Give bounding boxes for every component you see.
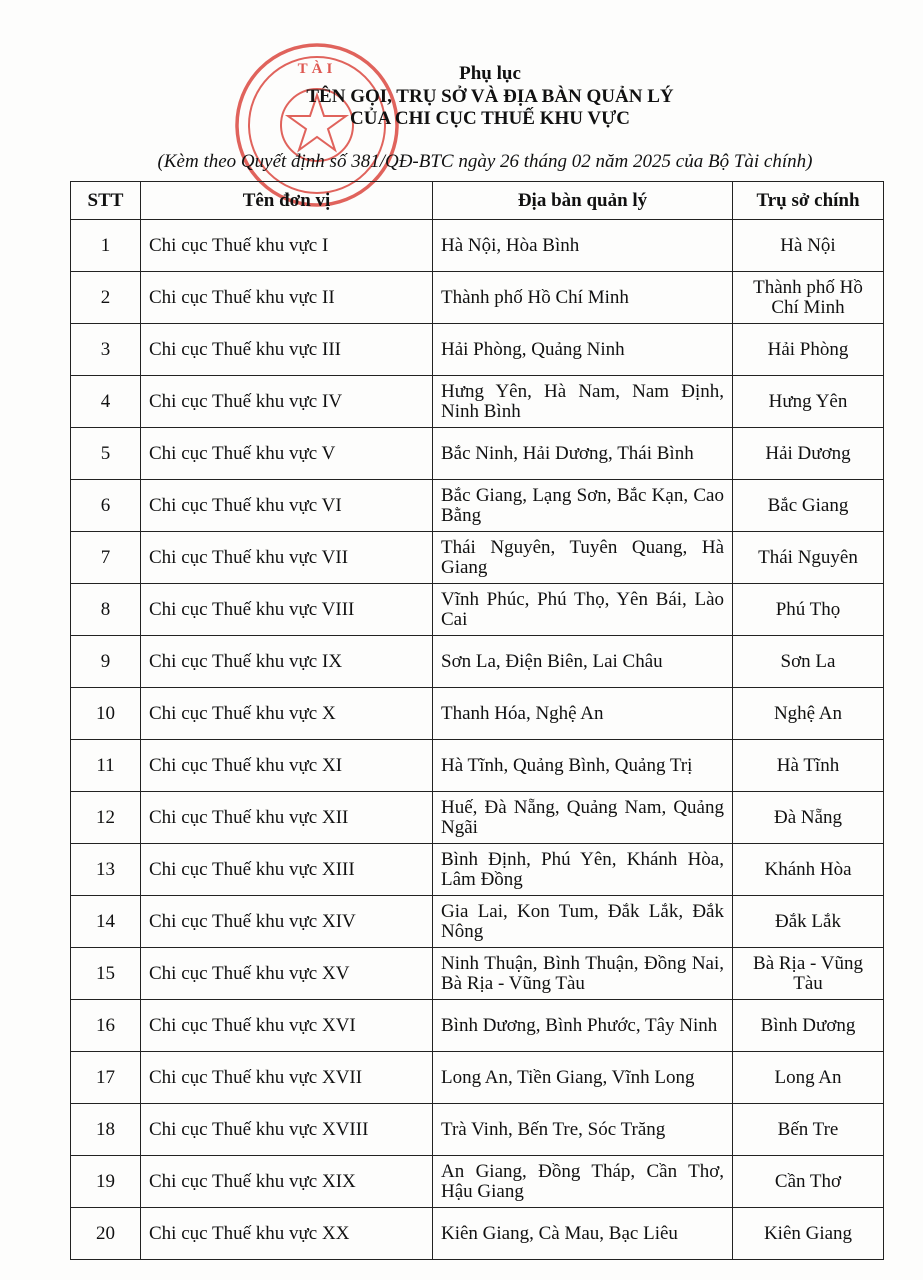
row-stt: 8 [71,584,141,636]
document-subtitle: (Kèm theo Quyết định số 381/QĐ-BTC ngày 26 tháng 02 năm 2025 của Bộ Tài chính) [157,151,813,172]
row-area: Huế, Đà Nẵng, Quảng Nam, Quảng Ngãi [433,792,733,844]
table-row [71,688,884,740]
table-body [71,220,884,1260]
column-header-area: Địa bàn quản lý [433,182,733,220]
row-headquarters: Hưng Yên [733,376,884,428]
row-headquarters: Hà Nội [733,220,884,272]
row-headquarters: Khánh Hòa [733,844,884,896]
row-area: An Giang, Đồng Tháp, Cần Thơ, Hậu Giang [433,1156,733,1208]
row-headquarters: Sơn La [733,636,884,688]
row-unit-name: Chi cục Thuế khu vực XIV [141,896,433,948]
row-area: Bắc Giang, Lạng Sơn, Bắc Kạn, Cao Bằng [433,480,733,532]
row-headquarters: Cần Thơ [733,1156,884,1208]
row-headquarters: Hà Tĩnh [733,740,884,792]
row-unit-name: Chi cục Thuế khu vực XII [141,792,433,844]
row-headquarters: Long An [733,1052,884,1104]
document-title-line2: CỦA CHI CỤC THUẾ KHU VỰC [350,108,630,129]
row-unit-name: Chi cục Thuế khu vực III [141,324,433,376]
row-unit-name: Chi cục Thuế khu vực VIII [141,584,433,636]
row-unit-name: Chi cục Thuế khu vực VI [141,480,433,532]
row-unit-name: Chi cục Thuế khu vực I [141,220,433,272]
row-area: Bắc Ninh, Hải Dương, Thái Bình [433,428,733,480]
row-stt: 7 [71,532,141,584]
row-area: Kiên Giang, Cà Mau, Bạc Liêu [433,1208,733,1260]
row-headquarters: Bình Dương [733,1000,884,1052]
row-stt: 3 [71,324,141,376]
row-unit-name: Chi cục Thuế khu vực XIX [141,1156,433,1208]
row-area: Sơn La, Điện Biên, Lai Châu [433,636,733,688]
table-row [71,1156,884,1208]
row-headquarters: Nghệ An [733,688,884,740]
column-header-headquarters: Trụ sở chính [733,182,884,220]
row-unit-name: Chi cục Thuế khu vực XV [141,948,433,1000]
row-unit-name: Chi cục Thuế khu vực XX [141,1208,433,1260]
row-stt: 5 [71,428,141,480]
row-unit-name: Chi cục Thuế khu vực XVII [141,1052,433,1104]
column-header-unit-name: Tên đơn vị [141,182,433,220]
table-row [71,740,884,792]
table-row [71,272,884,324]
row-headquarters: Bà Rịa - Vũng Tàu [733,948,884,1000]
row-stt: 11 [71,740,141,792]
row-headquarters: Thái Nguyên [733,532,884,584]
table-row [71,324,884,376]
row-area: Gia Lai, Kon Tum, Đắk Lắk, Đắk Nông [433,896,733,948]
row-unit-name: Chi cục Thuế khu vực X [141,688,433,740]
table-row [71,844,884,896]
row-headquarters: Bến Tre [733,1104,884,1156]
row-unit-name: Chi cục Thuế khu vực VII [141,532,433,584]
row-stt: 13 [71,844,141,896]
table-row [71,792,884,844]
row-headquarters: Đà Nẵng [733,792,884,844]
row-area: Thái Nguyên, Tuyên Quang, Hà Giang [433,532,733,584]
row-stt: 6 [71,480,141,532]
row-area: Long An, Tiền Giang, Vĩnh Long [433,1052,733,1104]
row-unit-name: Chi cục Thuế khu vực XVI [141,1000,433,1052]
row-unit-name: Chi cục Thuế khu vực V [141,428,433,480]
document-header [0,62,923,130]
table-row [71,480,884,532]
row-stt: 17 [71,1052,141,1104]
row-area: Vĩnh Phúc, Phú Thọ, Yên Bái, Lào Cai [433,584,733,636]
row-area: Ninh Thuận, Bình Thuận, Đồng Nai, Bà Rịa - Vũng Tàu [433,948,733,1000]
tax-office-table [70,181,884,1260]
row-stt: 14 [71,896,141,948]
stamp-text: TÀI [297,61,337,77]
table-row [71,220,884,272]
row-headquarters: Phú Thọ [733,584,884,636]
row-headquarters: Hải Dương [733,428,884,480]
row-stt: 1 [71,220,141,272]
row-unit-name: Chi cục Thuế khu vực IV [141,376,433,428]
table-row [71,1052,884,1104]
table-row [71,896,884,948]
row-area: Bình Định, Phú Yên, Khánh Hòa, Lâm Đồng [433,844,733,896]
row-stt: 2 [71,272,141,324]
row-headquarters: Hải Phòng [733,324,884,376]
row-stt: 20 [71,1208,141,1260]
row-area: Hưng Yên, Hà Nam, Nam Định, Ninh Bình [433,376,733,428]
table-row [71,428,884,480]
row-unit-name: Chi cục Thuế khu vực XI [141,740,433,792]
row-area: Thanh Hóa, Nghệ An [433,688,733,740]
row-area: Hà Tĩnh, Quảng Bình, Quảng Trị [433,740,733,792]
row-stt: 9 [71,636,141,688]
row-unit-name: Chi cục Thuế khu vực IX [141,636,433,688]
column-header-stt: STT [71,182,141,220]
table-row [71,532,884,584]
appendix-label: Phụ lục [459,63,521,84]
table-row [71,584,884,636]
row-headquarters: Đắk Lắk [733,896,884,948]
table-row [71,948,884,1000]
row-stt: 18 [71,1104,141,1156]
row-stt: 4 [71,376,141,428]
row-headquarters: Thành phố Hồ Chí Minh [733,272,884,324]
row-area: Hải Phòng, Quảng Ninh [433,324,733,376]
table-row [71,636,884,688]
row-stt: 12 [71,792,141,844]
row-headquarters: Kiên Giang [733,1208,884,1260]
table-row [71,1000,884,1052]
row-unit-name: Chi cục Thuế khu vực XIII [141,844,433,896]
row-stt: 10 [71,688,141,740]
row-stt: 16 [71,1000,141,1052]
row-headquarters: Bắc Giang [733,480,884,532]
table-header-row [71,182,884,220]
row-area: Bình Dương, Bình Phước, Tây Ninh [433,1000,733,1052]
table-row [71,1208,884,1260]
row-area: Hà Nội, Hòa Bình [433,220,733,272]
row-area: Trà Vinh, Bến Tre, Sóc Trăng [433,1104,733,1156]
row-stt: 19 [71,1156,141,1208]
row-stt: 15 [71,948,141,1000]
row-area: Thành phố Hồ Chí Minh [433,272,733,324]
row-unit-name: Chi cục Thuế khu vực XVIII [141,1104,433,1156]
table-row [71,1104,884,1156]
row-unit-name: Chi cục Thuế khu vực II [141,272,433,324]
document-title-line1: TÊN GỌI, TRỤ SỞ VÀ ĐỊA BÀN QUẢN LÝ [306,86,674,107]
table-row [71,376,884,428]
